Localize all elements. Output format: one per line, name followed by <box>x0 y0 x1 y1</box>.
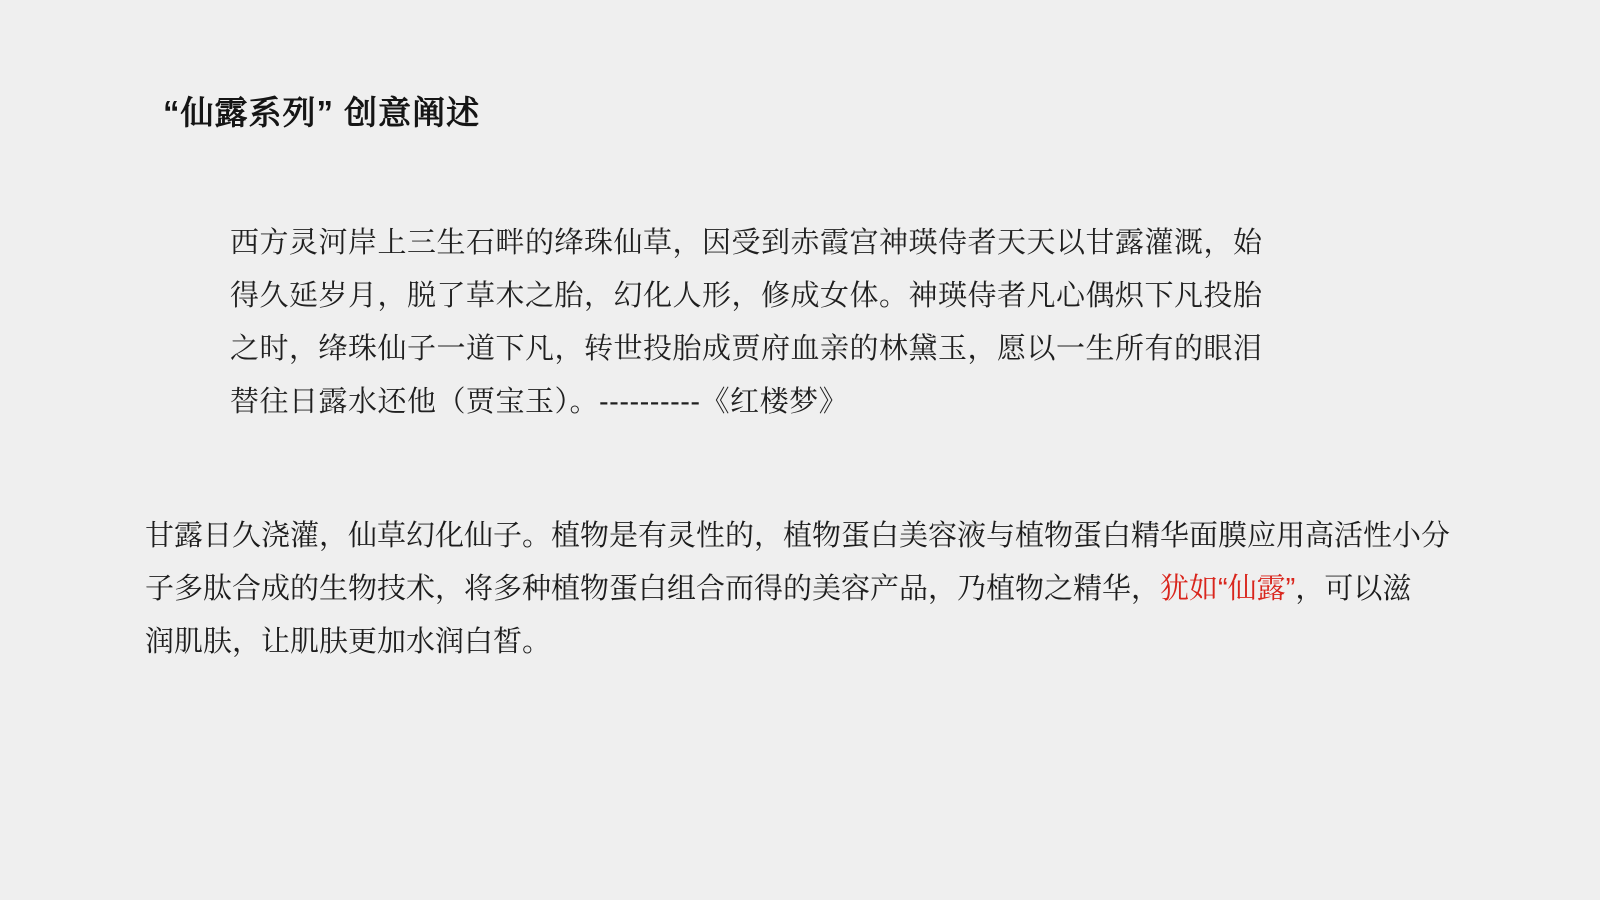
quote-line-2: 得久延岁月，脱了草木之胎，幻化人形，修成女体。神瑛侍者凡心偶炽下凡投胎 <box>230 280 1263 312</box>
body-line-1: 甘露日久浇灌，仙草幻化仙子。植物是有灵性的，植物蛋白美容液与植物蛋白精华面膜应用高活性小分 <box>145 520 1451 552</box>
body-line-2 <box>145 563 1450 616</box>
slide-title: “仙露系列” 创意阐述 <box>163 94 481 131</box>
body-line-2-suffix: ，可以滋 <box>1295 573 1412 605</box>
body-line-2-prefix: 子多肽合成的生物技术，将多种植物蛋白组合而得的美容产品，乃植物之精华， <box>145 573 1161 605</box>
quote-line-3: 之时，绛珠仙子一道下凡，转世投胎成贾府血亲的林黛玉，愿以一生所有的眼泪 <box>230 333 1263 365</box>
quote-paragraph <box>230 217 1263 429</box>
quote-line-4: 替往日露水还他（贾宝玉）。----------《红楼梦》 <box>230 386 849 418</box>
body-line-3: 润肌肤，让肌肤更加水润白皙。 <box>145 626 552 658</box>
highlight-xianlu-red-text: 犹如“仙露” <box>1160 573 1296 605</box>
quote-line-1: 西方灵河岸上三生石畔的绛珠仙草，因受到赤霞宫神瑛侍者天天以甘露灌溉，始 <box>230 227 1263 259</box>
body-paragraph <box>145 510 1450 669</box>
